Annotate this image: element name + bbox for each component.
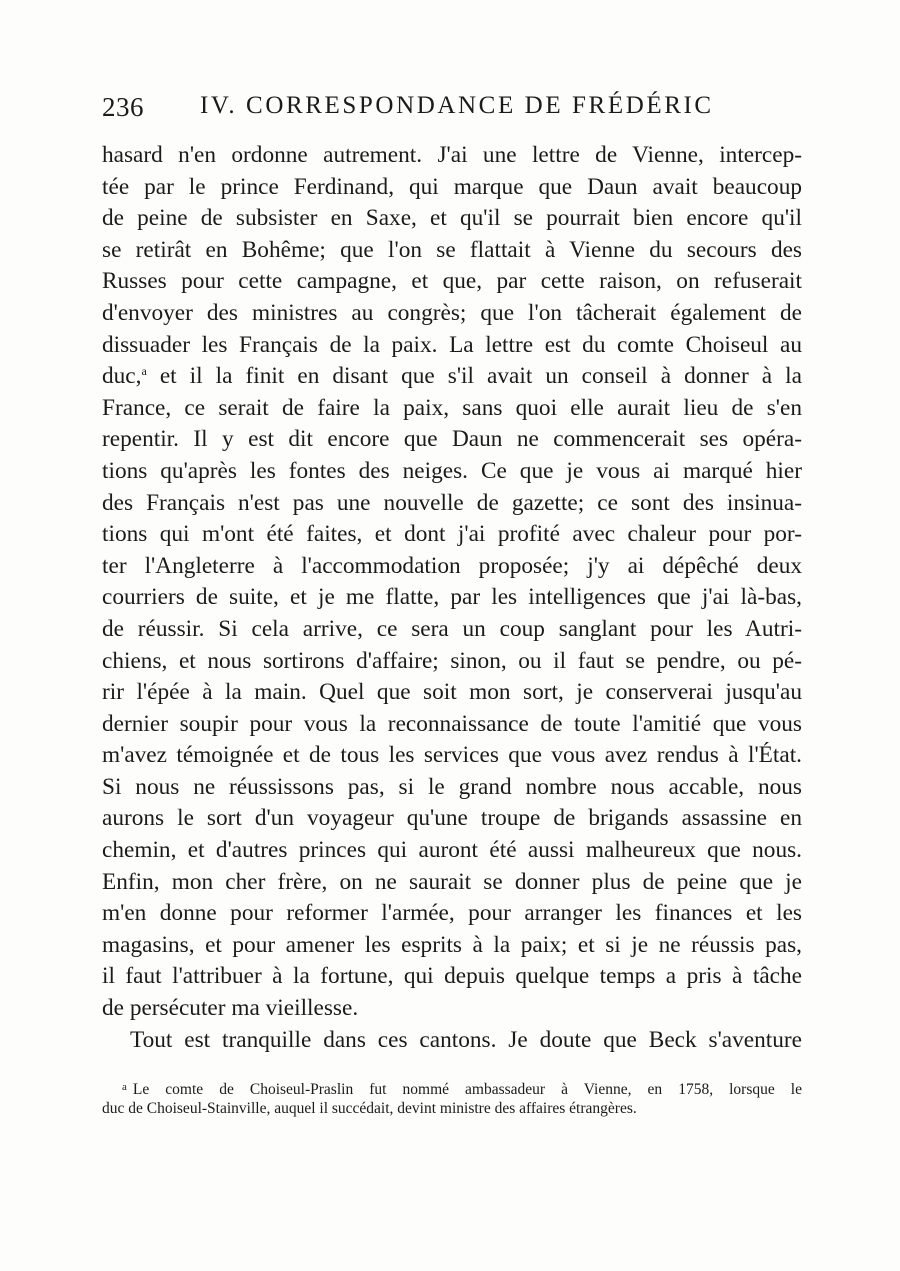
text-line: se retirât en Bohême; que l'on se flattait à Vienne du secours des	[102, 236, 802, 263]
text-line: hasard n'en ordonne autrement. J'ai une lettre de Vienne, intercep-	[102, 142, 802, 168]
text-line: France, ce serait de faire la paix, sans quoi elle aurait lieu de s'en	[102, 394, 802, 421]
text-line: chemin, et d'autres princes qui auront été aussi malheureux que nous.	[102, 837, 802, 864]
footnote-line: duc de Choiseul-Stainville, auquel il succédait, devint ministre des affaires étrangères.	[102, 1100, 637, 1117]
footnote-text: Le comte de Choiseul-Praslin fut nommé ambassadeur à Vienne, en 1758, lorsque le	[132, 1081, 802, 1098]
text-line: d'envoyer des ministres au congrès; que l'on tâcherait également de	[102, 299, 802, 326]
text-line: dissuader les Français de la paix. La lettre est du comte Choiseul au	[102, 331, 802, 358]
text-line: tions qu'après les fontes des neiges. Ce que je vous ai marqué hier	[102, 457, 802, 484]
footnote-mark: a	[122, 1081, 127, 1093]
footnote	[102, 1076, 802, 1120]
text-line: chiens, et nous sortirons d'affaire; sinon, ou il faut se pendre, ou pé-	[102, 647, 802, 674]
text-fragment: duc,	[102, 363, 142, 390]
running-header	[102, 92, 802, 128]
text-line: de peine de subsister en Saxe, et qu'il se pourrait bien encore qu'il	[102, 205, 802, 232]
text-line: de réussir. Si cela arrive, ce sera un coup sanglant pour les Autri-	[102, 615, 802, 642]
text-line: m'avez témoignée et de tous les services que vous avez rendus à l'État.	[102, 742, 802, 769]
text-line: aurons le sort d'un voyageur qu'une troupe de brigands assassine en	[102, 805, 802, 832]
text-line: magasins, et pour amener les esprits à la paix; et si je ne réussis pas,	[102, 931, 802, 958]
text-line: courriers de suite, et je me flatte, par les intelligences que j'ai là-bas,	[102, 584, 802, 611]
text-line: Russes pour cette campagne, et que, par cette raison, on refuserait	[102, 268, 802, 295]
text-fragment: et il la finit en disant que s'il avait un conseil à donner à la	[146, 363, 802, 390]
running-title: IV. CORRESPONDANCE DE FRÉDÉRIC	[200, 92, 714, 119]
text-line: repentir. Il y est dit encore que Daun ne commencerait ses opéra-	[102, 426, 802, 453]
text-line	[102, 361, 802, 393]
text-line: rir l'épée à la main. Quel que soit mon sort, je conserverai jusqu'au	[102, 679, 802, 706]
main-text	[102, 140, 802, 1056]
page-number: 236	[102, 92, 144, 122]
text-line: tée par le prince Ferdinand, qui marque que Daun avait beaucoup	[102, 173, 802, 200]
text-line: m'en donne pour reformer l'armée, pour arranger les finances et les	[102, 900, 802, 927]
text-line: de persécuter ma vieillesse.	[102, 995, 359, 1022]
text-line: Enfin, mon cher frère, on ne saurait se donner plus de peine que je	[102, 868, 802, 895]
text-line: Si nous ne réussissons pas, si le grand nombre nous accable, nous	[102, 773, 802, 800]
text-line: il faut l'attribuer à la fortune, qui depuis quelque temps a pris à tâche	[102, 963, 802, 990]
text-line: ter l'Angleterre à l'accommodation proposée; j'y ai dépêché deux	[102, 552, 802, 579]
text-line: dernier soupir pour vous la reconnaissance de toute l'amitié que vous	[102, 710, 802, 737]
footnote-line	[102, 1076, 802, 1098]
footnote-reference: a	[141, 364, 147, 379]
text-line: tions qui m'ont été faites, et dont j'ai profité avec chaleur pour por-	[102, 521, 802, 548]
text-line: des Français n'est pas une nouvelle de gazette; ce sont des insinua-	[102, 489, 802, 516]
text-line: Tout est tranquille dans ces cantons. Je doute que Beck s'aventure	[130, 1026, 802, 1053]
